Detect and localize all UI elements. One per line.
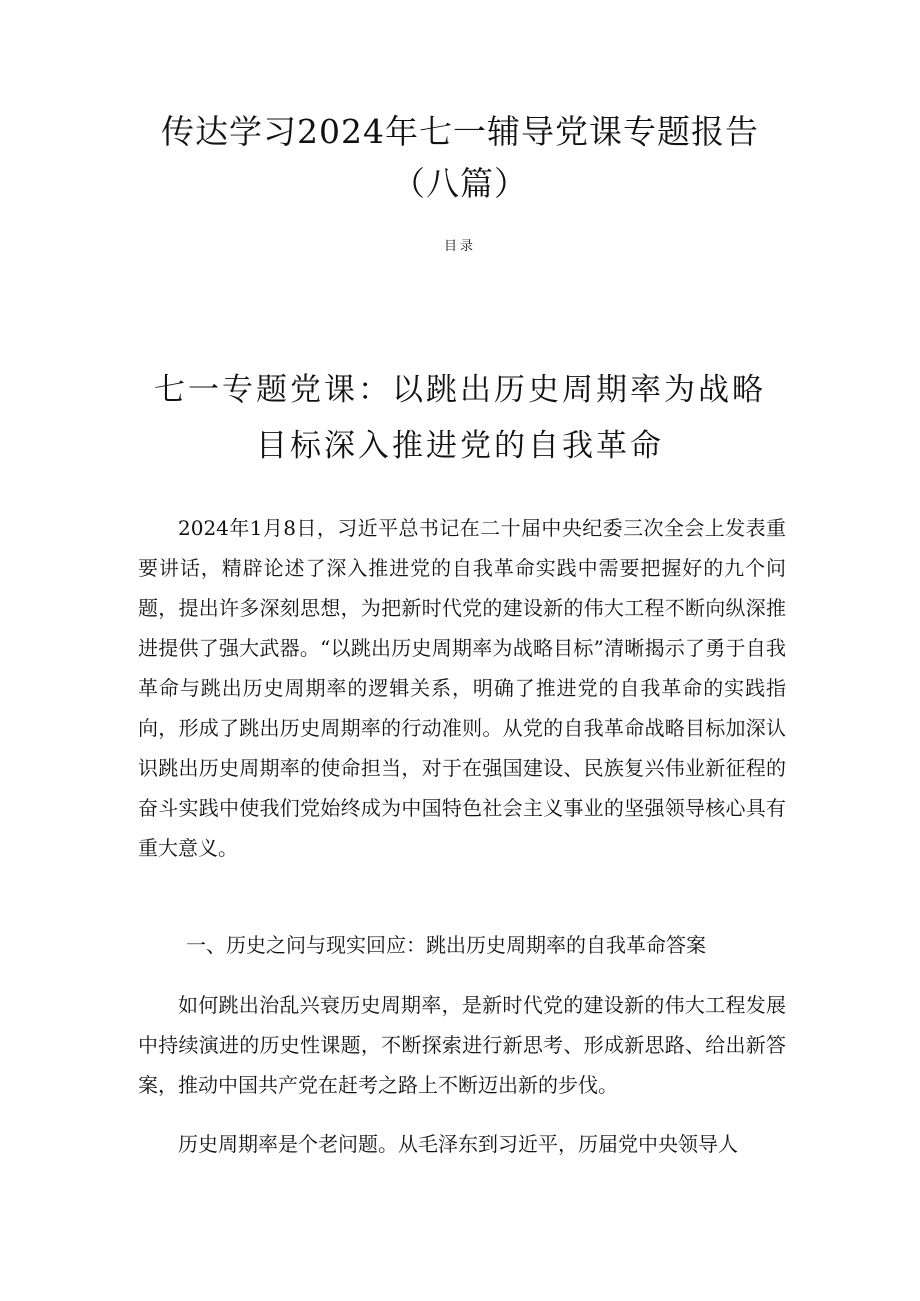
article-title-line2: 目标深入推进党的自我革命 bbox=[256, 428, 664, 464]
article-title-line1: 七一专题党课：以跳出历史周期率为战略 bbox=[154, 372, 766, 408]
toc-label: 目录 bbox=[443, 239, 476, 254]
paragraph-intro: 2024年1月8日，习近平总书记在二十届中央纪委三次全会上发表重要讲话，精辟论述了深入推进党的自我革命实践中需要把握好的九个问题，提出许多深刻思想，为把新时代党的建设新的伟大工程不断向纵深推进提供了强大武器。“以跳出历史周期率为战略目标”清晰揭示了勇于自我革命与跳出历史周期率的逻辑关系，明确了推进党的自我革命的实践指向，形成了跳出历史周期率的行动准则。从党的自我革命战略目标加深认识跳出历史周期率的使命担当，对于在强国建设、民族复兴伟业新征程的奋斗实践中使我们党始终成为中国特色社会主义事业的坚强领导核心具有重大意义。 bbox=[138, 516, 786, 860]
paragraph-section1-1: 如何跳出治乱兴衰历史周期率，是新时代党的建设新的伟大工程发展中持续演进的历史性课题，不断探索进行新思考、形成新思路、给出新答案，推动中国共产党在赶考之路上不断迈出新的步伐。 bbox=[138, 993, 786, 1097]
document-title-line1: 传达学习2024年七一辅导党课专题报告 bbox=[161, 112, 759, 151]
paragraph-section1-2: 历史周期率是个老问题。从毛泽东到习近平，历届党中央领导人 bbox=[178, 1132, 738, 1156]
section-heading-1: 一、历史之问与现实回应：跳出历史周期率的自我革命答案 bbox=[186, 933, 706, 957]
document-title-line2: （八篇） bbox=[392, 164, 528, 203]
